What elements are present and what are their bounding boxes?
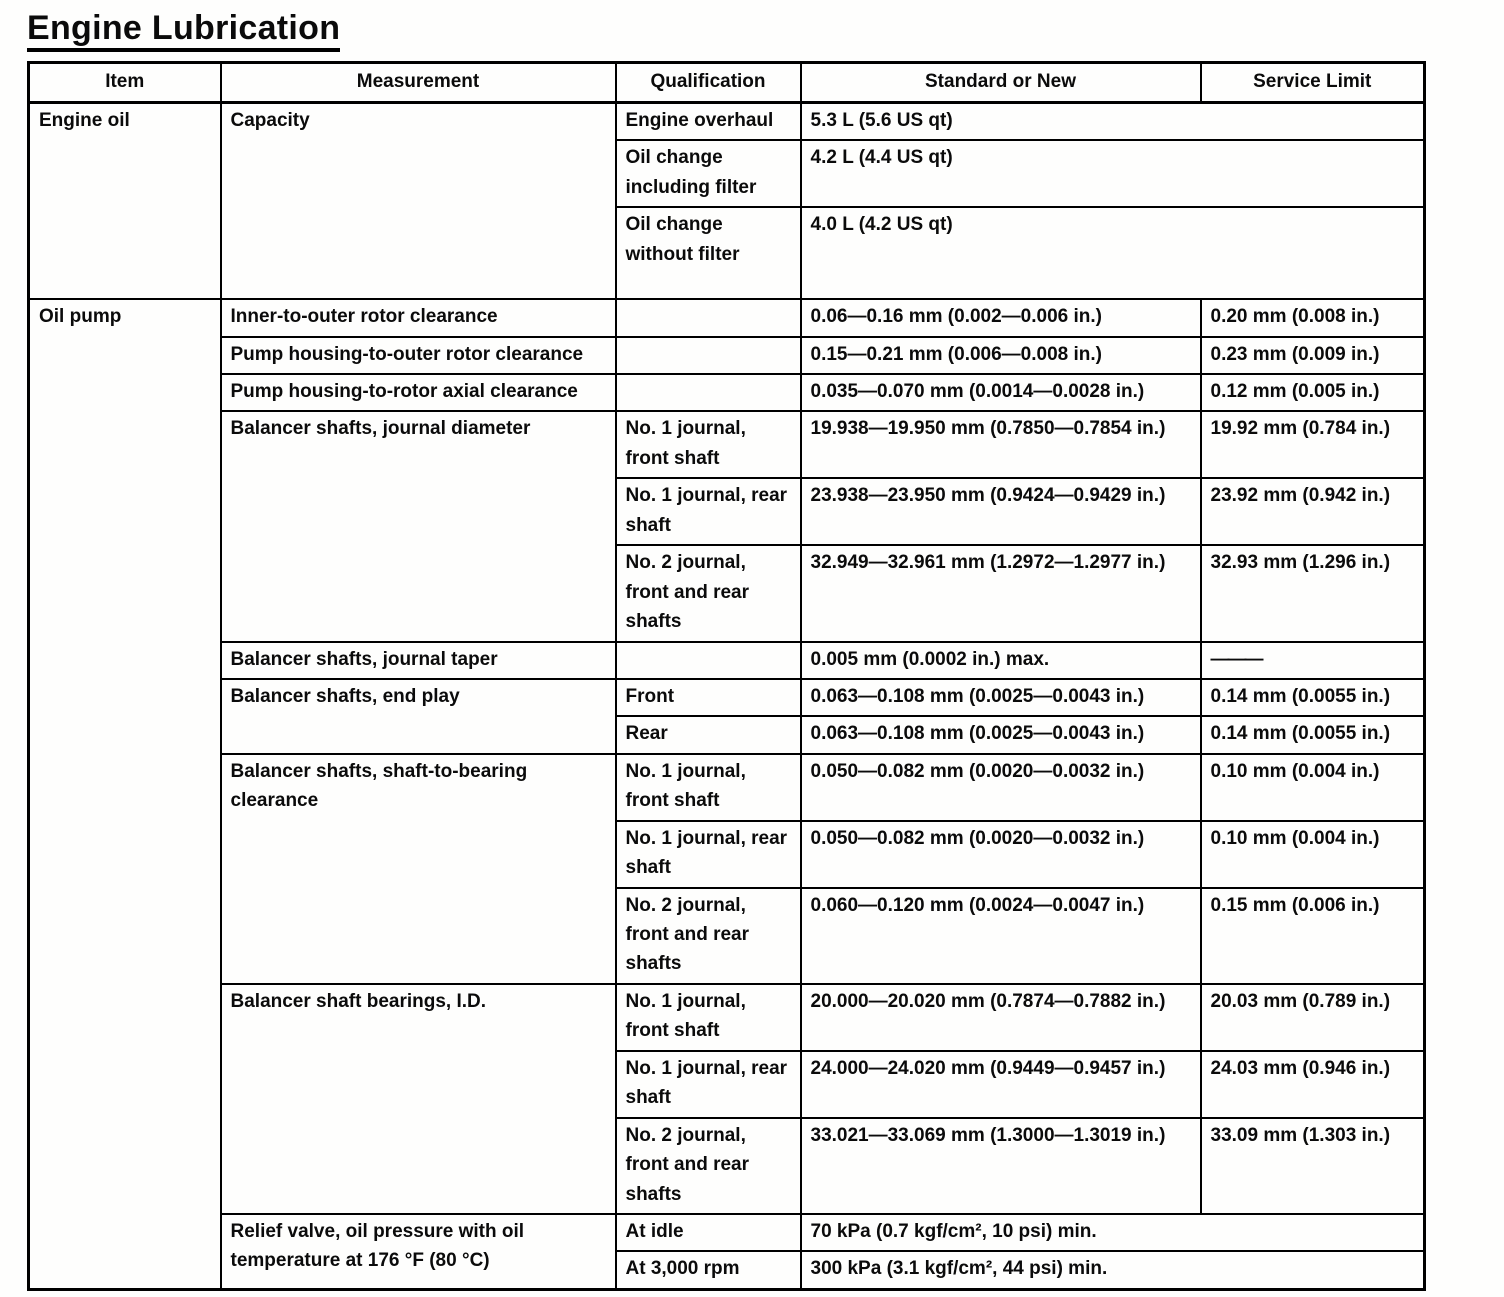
measurement-cell: Pump housing-to-rotor axial clearance [221,374,616,411]
service-limit-cell: 0.14 mm (0.0055 in.) [1201,716,1425,753]
standard-cell: 5.3 L (5.6 US qt) [801,102,1425,140]
qualification-cell: Front [616,679,801,716]
service-limit-cell: 0.12 mm (0.005 in.) [1201,374,1425,411]
standard-cell: 4.0 L (4.2 US qt) [801,207,1425,299]
service-limit-cell: 0.14 mm (0.0055 in.) [1201,679,1425,716]
page-title: Engine Lubrication [27,10,340,52]
qualification-cell: No. 1 journal, front shaft [616,411,801,478]
qualification-cell: No. 1 journal, rear shaft [616,478,801,545]
measurement-cell: Capacity [221,102,616,299]
qualification-cell: No. 1 journal, rear shaft [616,1051,801,1118]
measurement-cell: Pump housing-to-outer rotor clearance [221,337,616,374]
standard-cell: 24.000—24.020 mm (0.9449—0.9457 in.) [801,1051,1201,1118]
qualification-cell: At idle [616,1214,801,1251]
measurement-cell: Balancer shaft bearings, I.D. [221,984,616,1214]
measurement-cell: Balancer shafts, journal diameter [221,411,616,641]
table-row [29,337,1425,374]
service-limit-cell: 0.15 mm (0.006 in.) [1201,888,1425,984]
table-header [29,63,1425,102]
table-row [29,102,1425,140]
header-standard: Standard or New [801,63,1201,102]
qualification-cell [616,299,801,336]
measurement-cell: Balancer shafts, end play [221,679,616,754]
standard-cell: 70 kPa (0.7 kgf/cm², 10 psi) min. [801,1214,1425,1251]
measurement-cell: Inner-to-outer rotor clearance [221,299,616,336]
table-row [29,411,1425,478]
qualification-cell: Oil change including filter [616,140,801,207]
standard-cell: 20.000—20.020 mm (0.7874—0.7882 in.) [801,984,1201,1051]
service-limit-cell: 33.09 mm (1.303 in.) [1201,1118,1425,1214]
service-limit-cell: 24.03 mm (0.946 in.) [1201,1051,1425,1118]
qualification-cell: Rear [616,716,801,753]
header-qualification: Qualification [616,63,801,102]
qualification-cell: No. 2 journal, front and rear shafts [616,888,801,984]
measurement-cell: Relief valve, oil pressure with oil temperature at 176 °F (80 °C) [221,1214,616,1289]
standard-cell: 0.15—0.21 mm (0.006—0.008 in.) [801,337,1201,374]
table-row [29,299,1425,336]
header-row [29,63,1425,102]
qualification-cell [616,374,801,411]
standard-cell: 0.063—0.108 mm (0.0025—0.0043 in.) [801,679,1201,716]
standard-cell: 0.005 mm (0.0002 in.) max. [801,642,1201,679]
engine-lubrication-table [27,61,1426,1290]
qualification-cell: No. 2 journal, front and rear shafts [616,545,801,641]
qualification-cell: No. 2 journal, front and rear shafts [616,1118,801,1214]
qualification-cell [616,642,801,679]
table-row [29,984,1425,1051]
service-limit-cell: 0.20 mm (0.008 in.) [1201,299,1425,336]
qualification-cell: No. 1 journal, rear shaft [616,821,801,888]
header-service-limit: Service Limit [1201,63,1425,102]
standard-cell: 23.938—23.950 mm (0.9424—0.9429 in.) [801,478,1201,545]
service-limit-cell: 23.92 mm (0.942 in.) [1201,478,1425,545]
standard-cell: 4.2 L (4.4 US qt) [801,140,1425,207]
measurement-cell: Balancer shafts, journal taper [221,642,616,679]
service-limit-cell: 32.93 mm (1.296 in.) [1201,545,1425,641]
standard-cell: 0.060—0.120 mm (0.0024—0.0047 in.) [801,888,1201,984]
standard-cell: 33.021—33.069 mm (1.3000—1.3019 in.) [801,1118,1201,1214]
standard-cell: 0.050—0.082 mm (0.0020—0.0032 in.) [801,754,1201,821]
standard-cell: 32.949—32.961 mm (1.2972—1.2977 in.) [801,545,1201,641]
standard-cell: 0.06—0.16 mm (0.002—0.006 in.) [801,299,1201,336]
qualification-cell: At 3,000 rpm [616,1251,801,1289]
table-row [29,374,1425,411]
service-limit-cell: ——— [1201,642,1425,679]
standard-cell: 300 kPa (3.1 kgf/cm², 44 psi) min. [801,1251,1425,1289]
qualification-cell: No. 1 journal, front shaft [616,754,801,821]
service-limit-cell: 0.10 mm (0.004 in.) [1201,754,1425,821]
table-row [29,754,1425,821]
item-cell: Oil pump [29,299,221,1289]
table-row [29,642,1425,679]
header-item: Item [29,63,221,102]
standard-cell: 19.938—19.950 mm (0.7850—0.7854 in.) [801,411,1201,478]
service-limit-cell: 0.23 mm (0.009 in.) [1201,337,1425,374]
standard-cell: 0.035—0.070 mm (0.0014—0.0028 in.) [801,374,1201,411]
table-row [29,679,1425,716]
qualification-cell [616,337,801,374]
standard-cell: 0.050—0.082 mm (0.0020—0.0032 in.) [801,821,1201,888]
qualification-cell: No. 1 journal, front shaft [616,984,801,1051]
qualification-cell: Oil change without filter [616,207,801,299]
service-limit-cell: 0.10 mm (0.004 in.) [1201,821,1425,888]
measurement-cell: Balancer shafts, shaft-to-bearing clearance [221,754,616,984]
qualification-cell: Engine overhaul [616,102,801,140]
header-measurement: Measurement [221,63,616,102]
standard-cell: 0.063—0.108 mm (0.0025—0.0043 in.) [801,716,1201,753]
service-limit-cell: 20.03 mm (0.789 in.) [1201,984,1425,1051]
service-limit-cell: 19.92 mm (0.784 in.) [1201,411,1425,478]
table-body [29,102,1425,1289]
table-row [29,1214,1425,1251]
item-cell: Engine oil [29,102,221,299]
